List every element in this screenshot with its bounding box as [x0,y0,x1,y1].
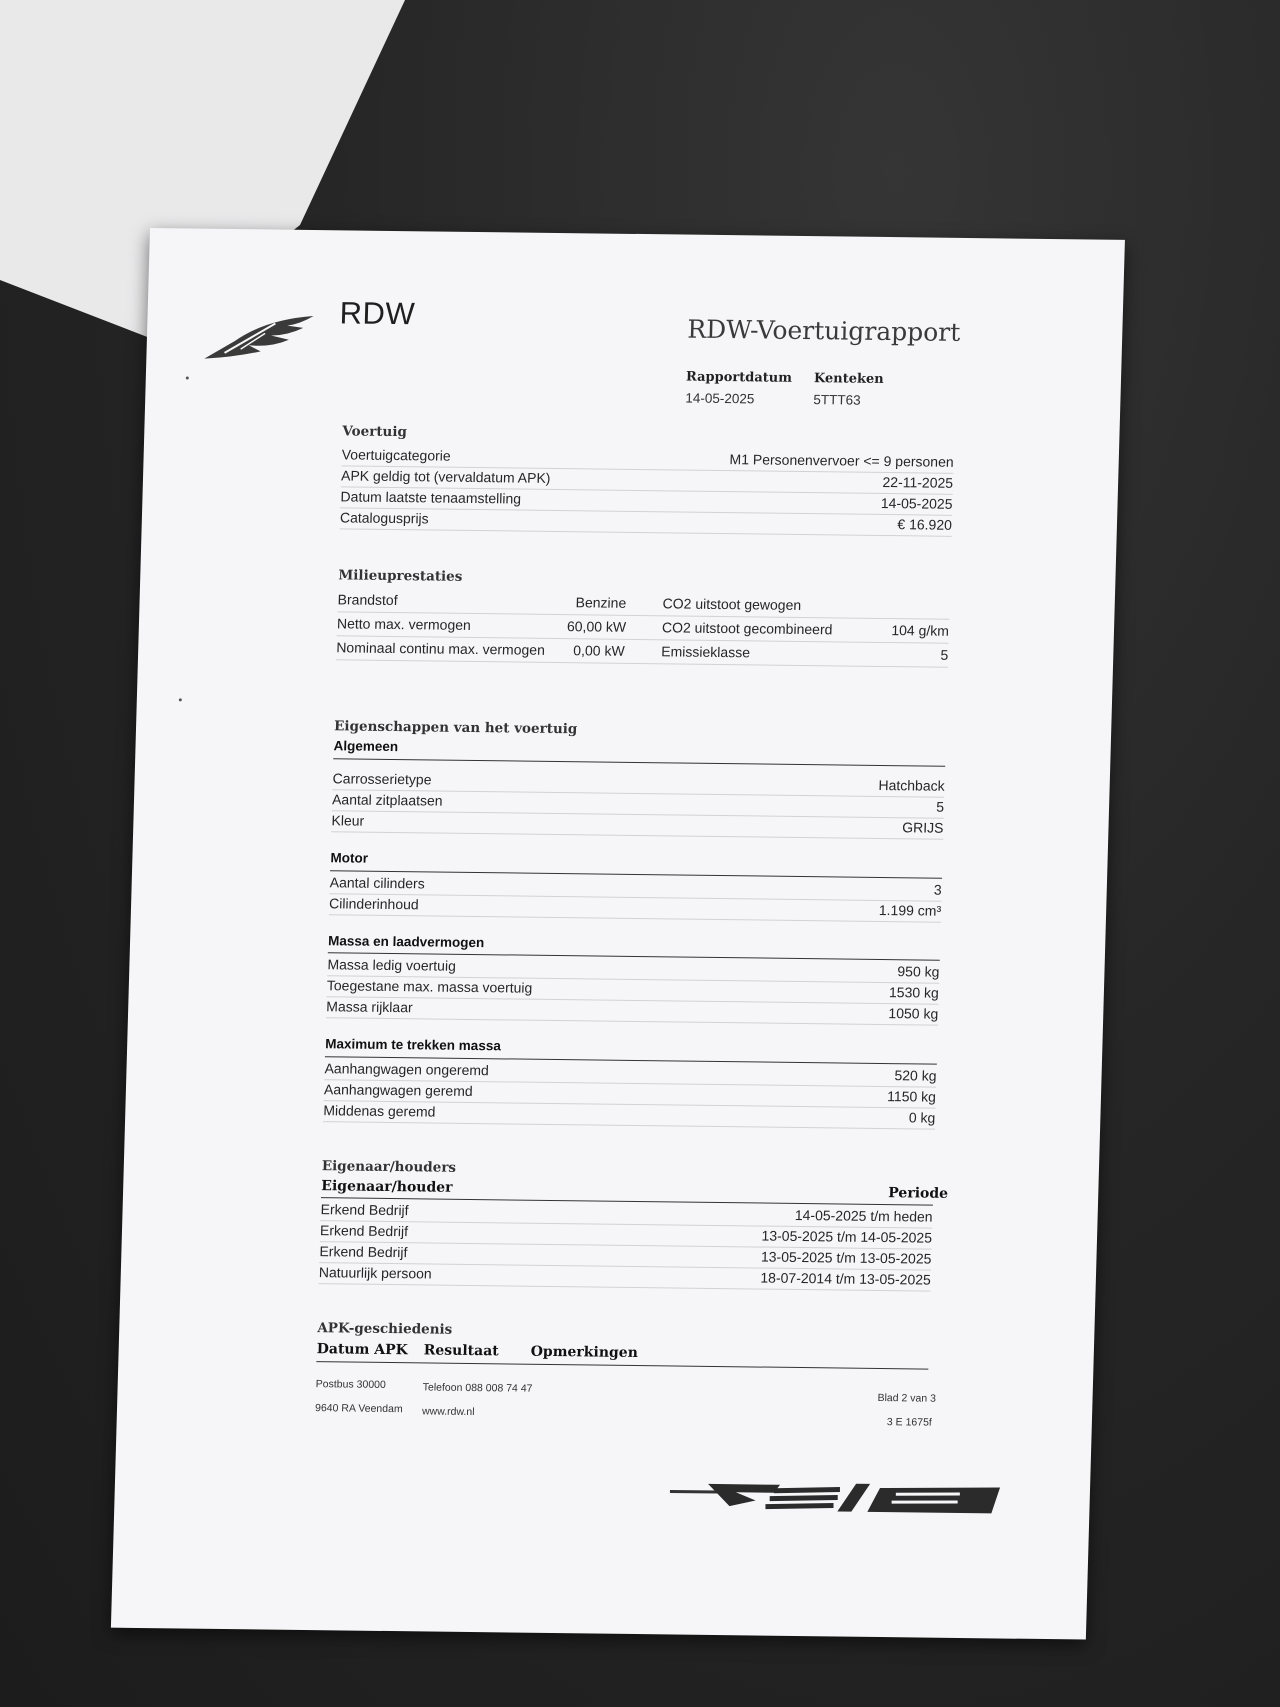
kenteken-block [813,371,884,408]
paper-speck [186,376,189,379]
row-value: 0 kg [908,1109,936,1126]
row-label: Catalogusprijs [339,509,429,527]
row-value: Hatchback [878,776,945,794]
row-value: 950 kg [897,963,940,980]
env-label: Brandstof [337,591,398,609]
env-label: Emissieklasse [661,643,751,661]
subsection-algemeen-title: Algemeen [333,738,399,755]
row-label: Erkend Bedrijf [319,1222,409,1240]
env-value: 5 [940,646,949,663]
row-label: Massa ledig voertuig [327,956,457,974]
brand-name: RDW [339,295,416,332]
rapportdatum-block [685,370,792,407]
col-eigenaar-header: Eigenaar/houder [321,1178,453,1196]
env-value: 60,00 kW [566,618,627,635]
footer-city: 9640 RA Veendam [314,1402,403,1416]
row-label: Aantal cilinders [329,874,425,892]
row-label: Cilinderinhoud [328,895,419,913]
row-label: Erkend Bedrijf [320,1201,409,1219]
row-value: M1 Personenvervoer <= 9 personen [729,451,954,470]
section-divider [333,758,945,766]
subsection-motor-title: Motor [330,850,369,866]
subsection-massa-title: Massa en laadvermogen [327,933,485,951]
row-label: APK geldig tot (vervaldatum APK) [340,467,551,486]
env-label: CO2 uitstoot gecombineerd [661,619,833,638]
section-eigenschappen-title: Eigenschappen van het voertuig [333,718,578,738]
row-value: 1150 kg [886,1088,937,1105]
rapportdatum-label: Rapportdatum [685,369,793,386]
row-label: Toegestane max. massa voertuig [326,977,533,996]
env-label: Netto max. vermogen [336,615,472,633]
section-milieu-title: Milieuprestaties [338,567,463,585]
section-voertuig-title: Voertuig [342,423,408,441]
footer-telefoon: Telefoon 088 008 74 47 [422,1381,533,1395]
row-label: Aanhangwagen geremd [323,1081,473,1100]
col-datum-apk-header: Datum APK [316,1341,409,1359]
row-value: 22-11-2025 [882,473,954,491]
kenteken-label: Kenteken [813,371,884,387]
kenteken-value: 5TTT63 [813,392,861,408]
row-value: 18-07-2014 t/m 13-05-2025 [760,1269,932,1288]
col-resultaat-header: Resultaat [423,1342,499,1360]
row-value: 1530 kg [888,984,940,1001]
row-label: Aanhangwagen ongeremd [324,1060,490,1079]
row-value: € 16.920 [897,516,953,533]
row-label: Datum laatste tenaamstelling [340,488,522,507]
section-apk-title: APK-geschiedenis [317,1320,453,1338]
footer-website: www.rdw.nl [421,1405,475,1419]
section-eigenaar-title: Eigenaar/houders [321,1158,457,1176]
row-value: GRIJS [902,819,944,836]
subsection-trekken-title: Maximum te trekken massa [325,1036,502,1054]
paper-speck [179,698,182,701]
row-label: Middenas geremd [323,1102,436,1120]
row-value: 1.199 cm³ [878,901,942,919]
row-value: 14-05-2025 [880,494,953,512]
row-value: 13-05-2025 t/m 13-05-2025 [760,1248,932,1267]
row-value: 1050 kg [888,1005,939,1022]
env-label: CO2 uitstoot gewogen [662,595,802,613]
row-value: 520 kg [894,1067,937,1084]
row-label: Aantal zitplaatsen [331,791,443,809]
report-title: RDW-Voertuigrapport [686,314,961,347]
env-value: Benzine [575,594,627,611]
footer-doc-code: 3 E 1675f [886,1416,932,1429]
row-label: Voertuigcategorie [341,446,451,464]
row-label: Carrosserietype [332,770,432,788]
row-label: Massa rijklaar [326,998,413,1016]
footer-postbus: Postbus 30000 [315,1378,386,1391]
footer-page-number: Blad 2 van 3 [877,1391,937,1405]
env-value: 104 g/km [891,622,950,639]
rapportdatum-value: 14-05-2025 [685,390,755,407]
row-value: 14-05-2025 t/m heden [794,1206,933,1225]
row-label: Kleur [331,812,365,829]
col-periode-header: Periode [888,1185,949,1202]
row-label: Erkend Bedrijf [319,1243,408,1261]
env-label: Nominaal continu max. vermogen [336,639,546,658]
env-value: 0,00 kW [573,642,625,659]
row-label: Natuurlijk persoon [318,1264,432,1282]
document-barcode-icon [669,1469,1000,1521]
col-opmerkingen-header: Opmerkingen [530,1343,639,1362]
section-divider [316,1361,928,1369]
row-value: 3 [933,881,942,898]
row-value: 13-05-2025 t/m 14-05-2025 [761,1227,933,1246]
row-value: 5 [936,798,945,815]
rdw-logo-icon [204,309,315,362]
report-page [111,228,1125,1640]
